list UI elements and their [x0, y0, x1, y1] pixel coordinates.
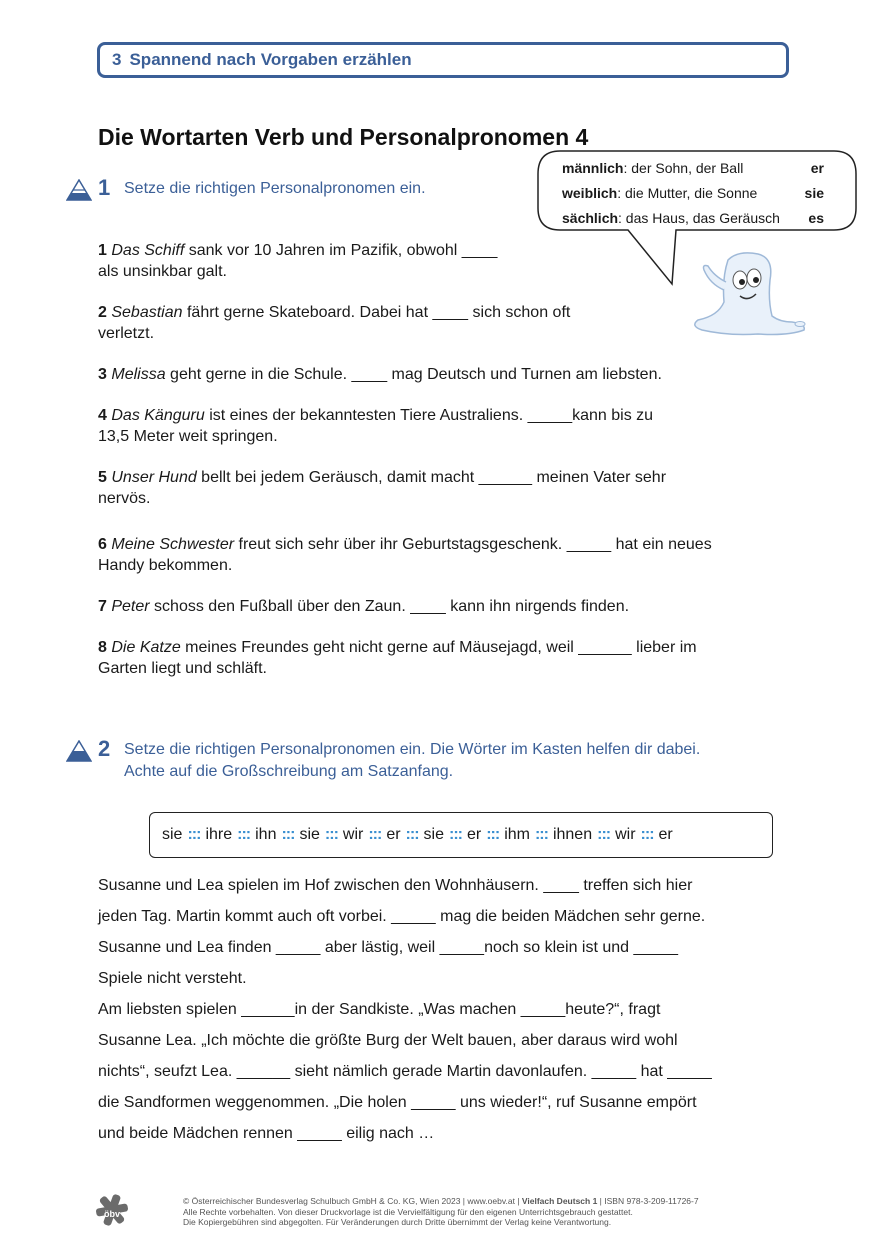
item-text: freut sich sehr über ihr Geburtstagsgeschenk. _____ hat ein neues [234, 536, 712, 553]
difficulty-pyramid-icon [66, 179, 92, 201]
word-bank-box [149, 812, 773, 858]
item-subject: Sebastian [111, 304, 183, 321]
story-line: Susanne und Lea spielen im Hof zwischen den Wohnhäusern. ____ treffen sich hier [98, 877, 693, 894]
legend-row-feminine [562, 185, 824, 201]
legend-pronoun: er [810, 160, 824, 176]
item-text: geht gerne in die Schule. ____ mag Deutsch und Turnen am liebsten. [165, 366, 662, 383]
word-bank-word: sie [299, 826, 320, 843]
story-line: jeden Tag. Martin kommt auch oft vorbei. _____ mag die beiden Mädchen sehr gerne. [98, 908, 706, 925]
story-line: die Sandformen weggenommen. „Die holen _____ uns wieder!“, ruf Susanne empört [98, 1094, 697, 1111]
chapter-title: Spannend nach Vorgaben erzählen [129, 50, 412, 69]
item-text: bellt bei jedem Geräusch, damit macht ______ meinen Vater sehr [196, 469, 667, 486]
legend-examples: : der Sohn, der Ball [623, 160, 744, 176]
word-separator: ::: [187, 826, 201, 843]
legend-pronoun: sie [804, 185, 824, 201]
item-number: 4 [98, 407, 107, 424]
item-text: ist eines der bekanntesten Tiere Australiens. _____kann bis zu [204, 407, 654, 424]
footer-book-title: Vielfach Deutsch 1 [521, 1196, 598, 1206]
legend-label: männlich [562, 160, 624, 176]
legend-examples: : das Haus, das Geräusch [618, 210, 780, 226]
oebv-logo-icon [96, 1194, 128, 1226]
word-bank-word: ihre [205, 826, 233, 843]
footer-text: © Österreichischer Bundesverlag Schulbuch GmbH & Co. KG, Wien 2023 | www.oebv.at | [183, 1196, 522, 1206]
word-separator: ::: [281, 826, 295, 843]
legend-row-masculine [562, 160, 824, 176]
item-text-continued: als unsinkbar galt. [98, 263, 227, 280]
item-number: 7 [98, 598, 107, 615]
footer-line: Alle Rechte vorbehalten. Von dieser Druckvorlage ist die Vervielfältigung für den eigenen Unterrichtsgebrauch gestattet. [183, 1206, 633, 1217]
word-bank-word: ihnen [552, 826, 593, 843]
legend-row-neuter [562, 210, 824, 226]
task-2-header [66, 736, 700, 783]
word-bank-word: er [466, 826, 482, 843]
word-separator: ::: [534, 826, 548, 843]
task-instruction-line: Achte auf die Großschreibung am Satzanfang. [124, 763, 454, 780]
exercise-item [98, 467, 798, 509]
word-bank-word: wir [342, 826, 364, 843]
exercise-item [98, 637, 798, 679]
word-bank-word: er [386, 826, 401, 843]
word-separator: ::: [324, 826, 338, 843]
word-separator: ::: [597, 826, 611, 843]
exercise-item [98, 364, 798, 385]
item-text-continued: Handy bekommen. [98, 557, 233, 574]
exercise-item [98, 596, 798, 617]
item-number: 3 [98, 366, 107, 383]
item-subject: Das Schiff [111, 242, 185, 259]
word-separator: ::: [486, 826, 500, 843]
item-subject: Peter [111, 598, 150, 615]
item-text-continued: verletzt. [98, 325, 155, 342]
logo-text: öbv [103, 1209, 121, 1219]
task-instruction-line: Setze die richtigen Personalpronomen ein. Die Wörter im Kasten helfen dir dabei. [124, 741, 701, 758]
item-text-continued: Garten liegt und schläft. [98, 660, 267, 677]
word-separator: ::: [237, 826, 251, 843]
item-text-continued: 13,5 Meter weit springen. [98, 428, 278, 445]
word-bank-word: ihn [255, 826, 277, 843]
word-separator: ::: [640, 826, 654, 843]
item-number: 8 [98, 639, 107, 656]
difficulty-pyramid-icon [66, 740, 92, 762]
word-bank-word: ihm [504, 826, 530, 843]
word-separator: ::: [448, 826, 462, 843]
item-subject: Meine Schwester [111, 536, 235, 553]
task-number: 1 [98, 175, 111, 200]
task-instruction [124, 739, 700, 783]
item-number: 2 [98, 304, 107, 321]
ghost-mascot-illustration [688, 250, 812, 338]
legend-label: sächlich [562, 210, 619, 226]
footer-line: Die Kopiergebühren sind abgegolten. Für Veränderungen durch Dritte übernimmt der Verlag keine Verantwortung. [183, 1217, 612, 1227]
item-subject: Das Känguru [111, 407, 205, 424]
exercise-item [98, 405, 798, 447]
item-text: sank vor 10 Jahren im Pazifik, obwohl ____ [184, 242, 498, 259]
word-bank-word: wir [615, 826, 636, 843]
page-title: Die Wortarten Verb und Personalpronomen 4 [98, 124, 589, 150]
footer-line [183, 1196, 823, 1207]
exercise-item [98, 534, 798, 576]
footer-text: | ISBN 978-3-209-11726-7 [597, 1196, 699, 1206]
word-separator: ::: [405, 826, 419, 843]
legend-examples: : die Mutter, die Sonne [617, 185, 758, 201]
item-text: fährt gerne Skateboard. Dabei hat ____ sich schon oft [182, 304, 571, 321]
story-line: Susanne und Lea finden _____ aber lästig, weil _____noch so klein ist und _____ [98, 939, 678, 956]
legend-label: weiblich [562, 185, 618, 201]
item-subject: Melissa [111, 366, 166, 383]
item-number: 1 [98, 242, 107, 259]
story-line: Spiele nicht versteht. [98, 970, 247, 987]
item-text: meines Freundes geht nicht gerne auf Mäusejagd, weil ______ lieber im [180, 639, 697, 656]
word-separator: ::: [368, 826, 382, 843]
story-line: und beide Mädchen rennen _____ eilig nach … [98, 1125, 435, 1142]
copyright-footer [183, 1196, 823, 1228]
legend-pronoun: es [808, 210, 824, 226]
task-instruction: Setze die richtigen Personalpronomen ein. [124, 180, 426, 197]
task-number: 2 [98, 736, 111, 761]
story-line: Am liebsten spielen ______in der Sandkiste. „Was machen _____heute?“, fragt [98, 1001, 661, 1018]
exercise-item [98, 240, 658, 282]
item-text-continued: nervös. [98, 490, 151, 507]
item-number: 6 [98, 536, 107, 553]
chapter-number: 3 [112, 50, 122, 69]
exercise-item [98, 302, 658, 344]
fill-in-story [98, 870, 798, 1149]
story-line: nichts“, seufzt Lea. ______ sieht nämlich gerade Martin davonlaufen. _____ hat _____ [98, 1063, 712, 1080]
item-subject: Unser Hund [111, 469, 197, 486]
story-line: Susanne Lea. „Ich möchte die größte Burg der Welt bauen, aber daraus wird wohl [98, 1032, 678, 1049]
word-bank-word: sie [423, 826, 444, 843]
chapter-header [97, 42, 789, 78]
item-subject: Die Katze [111, 639, 181, 656]
item-number: 5 [98, 469, 107, 486]
item-text: schoss den Fußball über den Zaun. ____ kann ihn nirgends finden. [149, 598, 630, 615]
word-bank-word: er [658, 826, 673, 843]
word-bank-word: sie [162, 826, 183, 843]
task-1-header [66, 175, 426, 201]
